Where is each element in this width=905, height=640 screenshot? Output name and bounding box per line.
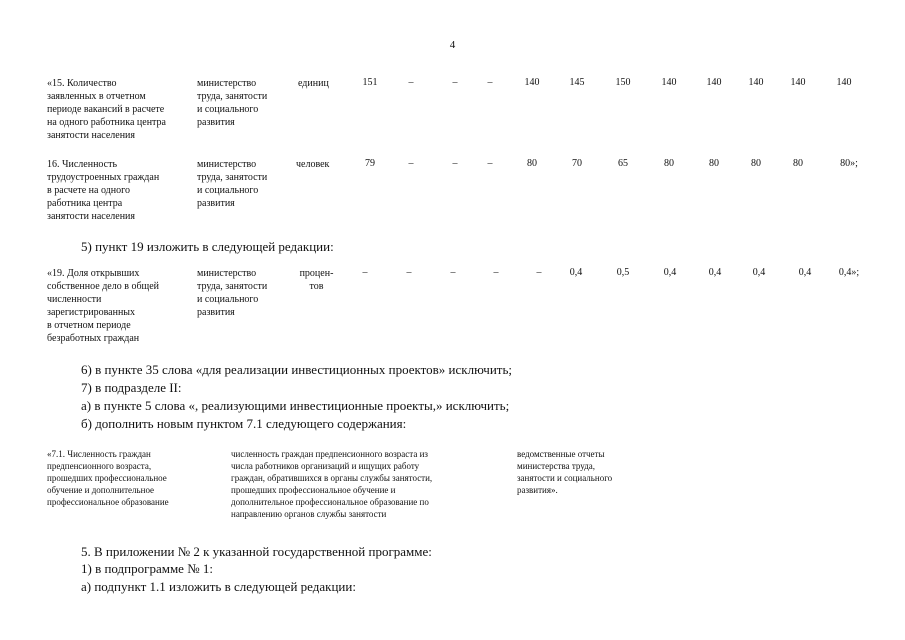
value-cell: 79: [365, 158, 375, 169]
data-source: ведомственные отчеты министерства труда, занятости и социального развития».: [517, 449, 613, 495]
indicator-name: «15. Количество заявленных в отчетном периоде вакансий в расчете на одного работника центра занятости населения: [47, 78, 166, 141]
indicator-name: «7.1. Численность граждан предпенсионного возраста, прошедших профессиональное обучение и дополнительное профессиональное образование: [47, 449, 169, 507]
value-cell: 65: [618, 158, 628, 169]
value-cell: –: [362, 267, 368, 278]
value-cell: –: [452, 158, 458, 169]
paragraph: 6) в пункте 35 слова «для реализации инвестиционных проектов» исключить;: [81, 362, 513, 377]
paragraph: 5. В приложении № 2 к указанной государственной программе:: [81, 544, 432, 559]
value-cell: –: [452, 77, 458, 88]
value-cell: 140: [748, 77, 764, 88]
value-cell: 0,4: [752, 267, 766, 278]
value-cell: –: [450, 267, 456, 278]
value-cell: 151: [362, 77, 378, 88]
value-cell: 0,4: [569, 267, 583, 278]
value-cell: 0,4: [663, 267, 677, 278]
value-cell: 145: [569, 77, 585, 88]
value-cell: –: [408, 158, 414, 169]
value-cell: –: [406, 267, 412, 278]
value-cell: –: [487, 158, 493, 169]
value-cell: –: [536, 267, 542, 278]
paragraph: б) дополнить новым пунктом 7.1 следующего содержания:: [81, 416, 407, 431]
value-cell: 140: [524, 77, 540, 88]
paragraph: а) в пункте 5 слова «, реализующими инвестиционные проекты,» исключить;: [81, 398, 510, 413]
value-cell: 0,4»;: [838, 267, 860, 278]
paragraph: 1) в подпрограмме № 1:: [81, 561, 213, 576]
executor: министерство труда, занятости и социального развития: [197, 159, 268, 209]
value-cell: 70: [572, 158, 582, 169]
indicator-definition: численность граждан предпенсионного возраста из числа работников организаций и ищущих работу граждан, обратившихся в органы службы занятости, прошедших профессиональное обучение и дополнительное профессиональное образование по направлению органов службы занятости: [231, 449, 433, 519]
value-cell: 140: [706, 77, 722, 88]
value-cell: –: [408, 77, 414, 88]
value-cell: –: [487, 77, 493, 88]
value-cell: 80: [527, 158, 537, 169]
value-cell: 140: [661, 77, 677, 88]
executor: министерство труда, занятости и социального развития: [197, 78, 268, 128]
page-number: 4: [449, 39, 456, 51]
value-cell: 80»;: [840, 158, 858, 169]
value-cell: 0,4: [708, 267, 722, 278]
value-cell: 80: [793, 158, 803, 169]
value-cell: 140: [790, 77, 806, 88]
value-cell: 80: [664, 158, 674, 169]
value-cell: 0,5: [616, 267, 630, 278]
value-cell: 0,4: [798, 267, 812, 278]
unit: процен- тов: [299, 268, 334, 292]
executor: министерство труда, занятости и социального развития: [197, 268, 268, 318]
value-cell: 140: [836, 77, 852, 88]
value-cell: 150: [615, 77, 631, 88]
unit: единиц: [298, 78, 329, 89]
value-cell: –: [493, 267, 499, 278]
indicator-name: 16. Численность трудоустроенных граждан в расчете на одного работника центра занятости населения: [47, 159, 160, 222]
unit: человек: [296, 159, 330, 170]
paragraph: а) подпункт 1.1 изложить в следующей редакции:: [81, 579, 356, 594]
value-cell: 80: [709, 158, 719, 169]
indicator-name: «19. Доля открывших собственное дело в общей численности зарегистрированных в отчетном периоде безработных граждан: [47, 268, 160, 344]
paragraph: 7) в подразделе II:: [81, 380, 182, 395]
value-cell: 80: [751, 158, 761, 169]
paragraph: 5) пункт 19 изложить в следующей редакции:: [81, 239, 334, 254]
